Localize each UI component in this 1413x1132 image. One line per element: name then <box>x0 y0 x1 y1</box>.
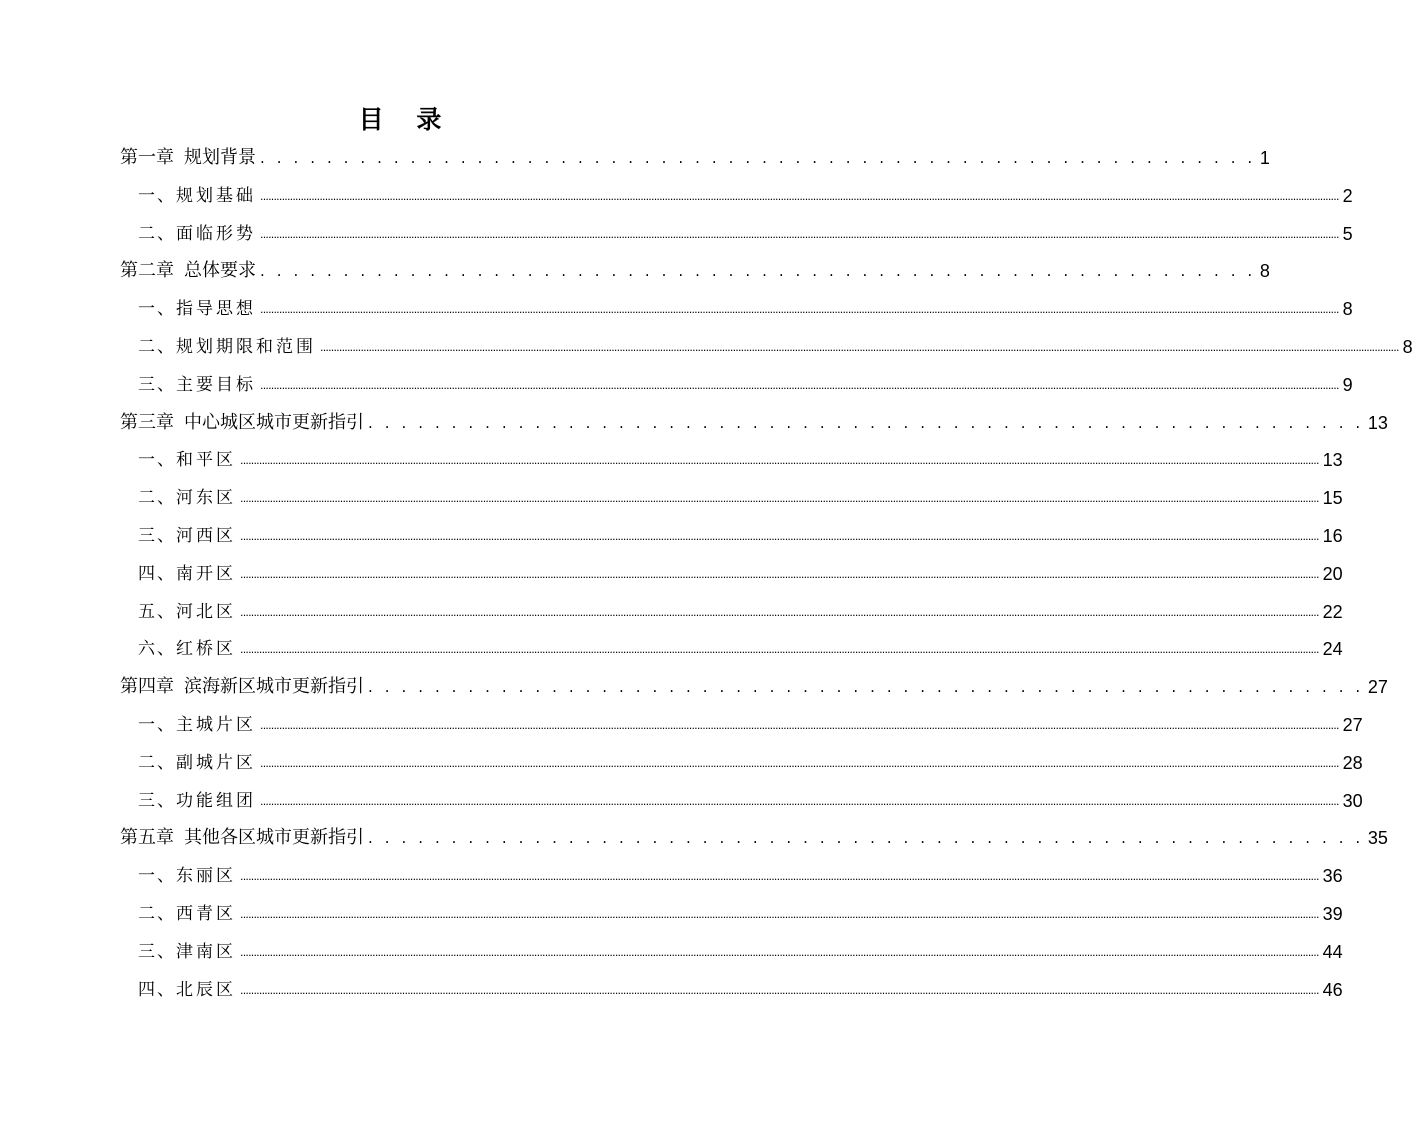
entry-number: 六、 <box>138 639 176 660</box>
entry-title: 滨海新区城市更新指引 <box>184 676 364 698</box>
entry-title: 河西区 <box>176 526 236 546</box>
toc-section-entry[interactable] <box>120 222 1353 246</box>
entry-page-number: 8 <box>1402 337 1413 357</box>
entry-page-number: 16 <box>1322 526 1343 546</box>
dot-leader: ................................................................................................................................................................................................................................................................................................................................................................................................................ <box>240 908 1319 921</box>
entry-number: 二、 <box>138 904 176 924</box>
entry-number: 二、 <box>138 752 176 773</box>
entry-number: 二、 <box>138 488 176 509</box>
entry-title: 规划基础 <box>176 185 256 206</box>
toc-chapter-entry[interactable] <box>120 259 1270 283</box>
toc-section-entry[interactable] <box>120 600 1343 624</box>
entry-title: 中心城区城市更新指引 <box>184 411 364 433</box>
dot-leader: ................................................................................................................................................................................................................................................................................................................................................................................................................ <box>240 870 1319 884</box>
dot-leader: ................................................................................................................................................................................................................................................................................................................................................................................................................ <box>240 454 1319 468</box>
entry-title: 副城片区 <box>176 752 256 773</box>
dot-leader: ................................................................................................................................................................................................................................................................................................................................................................................................................ <box>260 378 1339 392</box>
entry-title: 指导思想 <box>176 299 256 320</box>
toc-section-entry[interactable] <box>120 448 1343 472</box>
entry-number: 第一章 <box>120 147 174 168</box>
dot-leader: ................................................................................................................................................................................................................................................................................................................................................................................................................ <box>240 983 1319 997</box>
dot-leader: ................................................................................................................................................................................................................................................................................................................................................................................................................ <box>260 303 1339 317</box>
entry-page-number: 5 <box>1342 223 1353 244</box>
entry-number: 第五章 <box>120 827 174 849</box>
toc-section-entry[interactable] <box>120 751 1363 775</box>
entry-number: 三、 <box>138 941 176 962</box>
entry-title: 北辰区 <box>176 979 236 1000</box>
dot-leader: . . . . . . . . . . . . . . . . . . . . . . . . . . . . . . . . . . . . . . . . . . . . . . . . . . . . . . . . . . . . <box>260 149 1256 167</box>
dot-leader: ................................................................................................................................................................................................................................................................................................................................................................................................................ <box>260 189 1339 203</box>
toc-section-entry[interactable] <box>120 713 1363 737</box>
toc-chapter-entry[interactable] <box>120 826 1388 850</box>
entry-number: 三、 <box>138 526 176 546</box>
toc-section-entry[interactable] <box>120 373 1353 397</box>
entry-number: 五、 <box>138 601 176 622</box>
entry-number: 二、 <box>138 337 176 357</box>
entry-title: 津南区 <box>176 941 236 962</box>
entry-number: 二、 <box>138 223 176 244</box>
entry-page-number: 20 <box>1322 563 1343 584</box>
entry-title: 河东区 <box>176 488 236 509</box>
entry-title: 红桥区 <box>176 639 236 660</box>
entry-title: 规划期限和范围 <box>176 337 316 357</box>
dot-leader: ................................................................................................................................................................................................................................................................................................................................................................................................................ <box>240 605 1319 619</box>
entry-page-number: 13 <box>1367 412 1388 433</box>
toc-section-entry[interactable] <box>120 184 1353 208</box>
entry-page-number: 35 <box>1367 828 1388 849</box>
entry-page-number: 39 <box>1322 904 1343 924</box>
toc-section-entry[interactable] <box>120 524 1343 548</box>
entry-title: 主城片区 <box>176 715 256 735</box>
dot-leader: ................................................................................................................................................................................................................................................................................................................................................................................................................ <box>260 756 1339 770</box>
entry-page-number: 8 <box>1342 299 1353 320</box>
entry-number: 四、 <box>138 979 176 1000</box>
entry-number: 一、 <box>138 866 176 887</box>
entry-title: 面临形势 <box>176 223 256 244</box>
dot-leader: ................................................................................................................................................................................................................................................................................................................................................................................................................ <box>260 227 1339 241</box>
toc-section-entry[interactable] <box>120 297 1353 321</box>
toc-section-entry[interactable] <box>120 864 1343 888</box>
toc-chapter-entry[interactable] <box>120 146 1270 170</box>
dot-leader: ................................................................................................................................................................................................................................................................................................................................................................................................................ <box>240 643 1319 657</box>
entry-page-number: 13 <box>1322 450 1343 471</box>
dot-leader: . . . . . . . . . . . . . . . . . . . . . . . . . . . . . . . . . . . . . . . . . . . . . . . . . . . . . . . . . . . . <box>368 413 1364 432</box>
dot-leader: . . . . . . . . . . . . . . . . . . . . . . . . . . . . . . . . . . . . . . . . . . . . . . . . . . . . . . . . . . . . <box>368 829 1364 848</box>
entry-page-number: 27 <box>1342 715 1363 735</box>
entry-title: 总体要求 <box>184 260 256 282</box>
entry-title: 和平区 <box>176 450 236 471</box>
toc-chapter-entry[interactable] <box>120 411 1388 435</box>
dot-leader: ................................................................................................................................................................................................................................................................................................................................................................................................................ <box>240 945 1319 959</box>
entry-title: 河北区 <box>176 601 236 622</box>
entry-number: 第二章 <box>120 260 174 282</box>
entry-number: 三、 <box>138 374 176 395</box>
entry-title: 南开区 <box>176 563 236 584</box>
dot-leader: . . . . . . . . . . . . . . . . . . . . . . . . . . . . . . . . . . . . . . . . . . . . . . . . . . . . . . . . . . . . <box>260 262 1256 281</box>
toc-section-entry[interactable] <box>120 940 1343 964</box>
entry-title: 西青区 <box>176 904 236 924</box>
entry-title: 其他各区城市更新指引 <box>184 827 364 849</box>
dot-leader: ................................................................................................................................................................................................................................................................................................................................................................................................................ <box>260 719 1339 732</box>
entry-page-number: 15 <box>1322 488 1343 509</box>
dot-leader: ................................................................................................................................................................................................................................................................................................................................................................................................................ <box>240 530 1319 543</box>
toc-section-entry[interactable] <box>120 486 1343 510</box>
entry-number: 三、 <box>138 790 176 811</box>
entry-page-number: 24 <box>1322 639 1343 660</box>
entry-title: 规划背景 <box>184 147 256 168</box>
entry-number: 一、 <box>138 450 176 471</box>
dot-leader: ................................................................................................................................................................................................................................................................................................................................................................................................................ <box>240 567 1319 581</box>
entry-title: 功能组团 <box>176 790 256 811</box>
entry-page-number: 2 <box>1342 185 1353 206</box>
entry-number: 第三章 <box>120 411 174 433</box>
entry-page-number: 9 <box>1342 374 1353 395</box>
toc-chapter-entry[interactable] <box>120 675 1388 699</box>
entry-page-number: 22 <box>1322 601 1343 622</box>
dot-leader: ................................................................................................................................................................................................................................................................................................................................................................................................................ <box>260 794 1339 808</box>
entry-title: 东丽区 <box>176 866 236 887</box>
entry-page-number: 36 <box>1322 866 1343 887</box>
toc-section-entry[interactable] <box>120 562 1343 586</box>
toc-section-entry[interactable] <box>120 902 1343 926</box>
entry-title: 主要目标 <box>176 374 256 395</box>
entry-page-number: 46 <box>1322 979 1343 1000</box>
toc-section-entry[interactable] <box>120 789 1363 813</box>
entry-page-number: 27 <box>1367 677 1388 698</box>
entry-page-number: 1 <box>1259 148 1270 168</box>
entry-number: 四、 <box>138 563 176 584</box>
entry-page-number: 28 <box>1342 752 1363 773</box>
entry-page-number: 44 <box>1322 941 1343 962</box>
entry-number: 一、 <box>138 299 176 320</box>
toc-section-entry[interactable] <box>120 335 1413 359</box>
entry-page-number: 8 <box>1259 261 1270 282</box>
entry-number: 一、 <box>138 185 176 206</box>
dot-leader: . . . . . . . . . . . . . . . . . . . . . . . . . . . . . . . . . . . . . . . . . . . . . . . . . . . . . . . . . . . . <box>368 678 1364 697</box>
toc-title: 目 录 <box>358 105 454 134</box>
toc-section-entry[interactable] <box>120 637 1343 661</box>
entry-page-number: 30 <box>1342 790 1363 811</box>
dot-leader: ................................................................................................................................................................................................................................................................................................................................................................................................................ <box>240 492 1319 506</box>
toc-section-entry[interactable] <box>120 978 1343 1002</box>
entry-number: 第四章 <box>120 676 174 698</box>
entry-number: 一、 <box>138 715 176 735</box>
dot-leader: ................................................................................................................................................................................................................................................................................................................................................................................................................ <box>320 341 1399 354</box>
